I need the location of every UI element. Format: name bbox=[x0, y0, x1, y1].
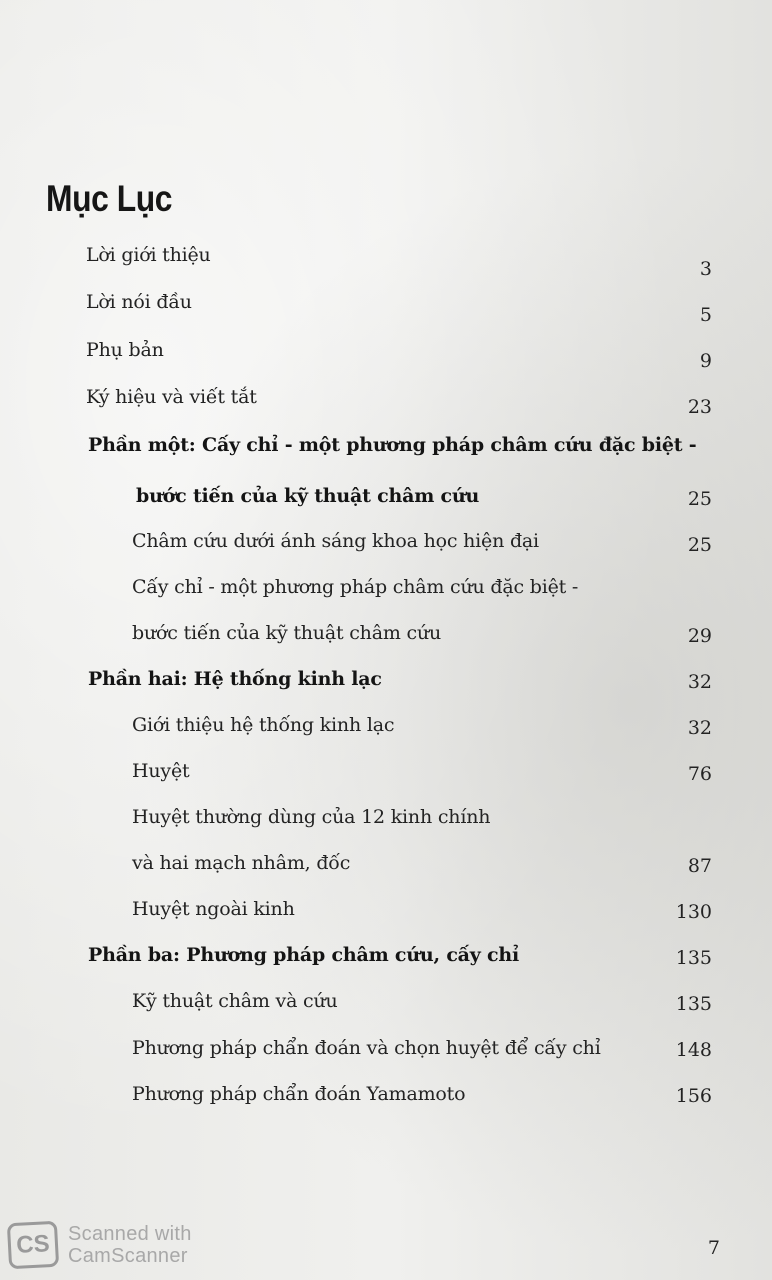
watermark-line-2: CamScanner bbox=[68, 1245, 188, 1267]
toc-entry-text: Cấy chỉ - một phương pháp châm cứu đặc biệt - bbox=[132, 576, 579, 598]
toc-entry-page: 76 bbox=[687, 763, 712, 785]
watermark-text bbox=[68, 1223, 192, 1267]
toc-entry-text: Phụ bản bbox=[86, 339, 164, 361]
toc-entry-text: Huyệt thường dùng của 12 kinh chính bbox=[132, 806, 491, 828]
page-title: Mục Lục bbox=[46, 178, 173, 219]
toc-entry-page: 5 bbox=[699, 304, 712, 326]
toc-part-heading: Phần hai: Hệ thống kinh lạc bbox=[88, 668, 382, 690]
toc-entry-page: 23 bbox=[687, 396, 712, 418]
toc-entry-text: Kỹ thuật châm và cứu bbox=[132, 990, 338, 1012]
toc-entry-text: Phương pháp chẩn đoán Yamamoto bbox=[132, 1083, 466, 1105]
toc-entry-page: 156 bbox=[675, 1085, 712, 1107]
toc-entry-text: Lời giới thiệu bbox=[86, 244, 211, 266]
camscanner-watermark bbox=[8, 1222, 268, 1272]
toc-entry-page: 25 bbox=[687, 534, 712, 556]
toc-entry-text: Phương pháp chẩn đoán và chọn huyệt để cấy chỉ bbox=[132, 1037, 601, 1059]
toc-entry-text: Giới thiệu hệ thống kinh lạc bbox=[132, 714, 395, 736]
camscanner-logo-icon: CS bbox=[7, 1221, 59, 1270]
toc-entry-page: 3 bbox=[699, 258, 712, 280]
toc-entry-page: 25 bbox=[687, 488, 712, 510]
toc-entry-page: 135 bbox=[675, 947, 712, 969]
page-number: 7 bbox=[707, 1237, 720, 1259]
toc-entry-text: Huyệt bbox=[132, 760, 190, 782]
toc-entry-text: Lời nói đầu bbox=[86, 291, 192, 313]
toc-entry-page: 130 bbox=[675, 901, 712, 923]
toc-entry-page: 148 bbox=[675, 1039, 712, 1061]
toc-entry-page: 9 bbox=[699, 350, 712, 372]
toc-entry-text: bước tiến của kỹ thuật châm cứu bbox=[132, 622, 442, 644]
toc-entry-text: Châm cứu dưới ánh sáng khoa học hiện đại bbox=[132, 530, 539, 552]
toc-entry-page: 87 bbox=[687, 855, 712, 877]
toc-entry-page: 135 bbox=[675, 993, 712, 1015]
toc-entry-text: Ký hiệu và viết tắt bbox=[86, 386, 257, 408]
toc-entry-text: Huyệt ngoài kinh bbox=[132, 898, 295, 920]
toc-entry-page: 32 bbox=[687, 717, 712, 739]
toc-part-heading: Phần một: Cấy chỉ - một phương pháp châm cứu đặc biệt - bbox=[88, 434, 697, 456]
toc-part-heading-continued: bước tiến của kỹ thuật châm cứu bbox=[136, 485, 480, 507]
toc-entry-page: 29 bbox=[687, 625, 712, 647]
toc-entry-page: 32 bbox=[687, 671, 712, 693]
toc-part-heading: Phần ba: Phương pháp châm cứu, cấy chỉ bbox=[88, 944, 520, 966]
toc-entry-text: và hai mạch nhâm, đốc bbox=[132, 852, 351, 874]
watermark-line-1: Scanned with bbox=[68, 1223, 192, 1245]
